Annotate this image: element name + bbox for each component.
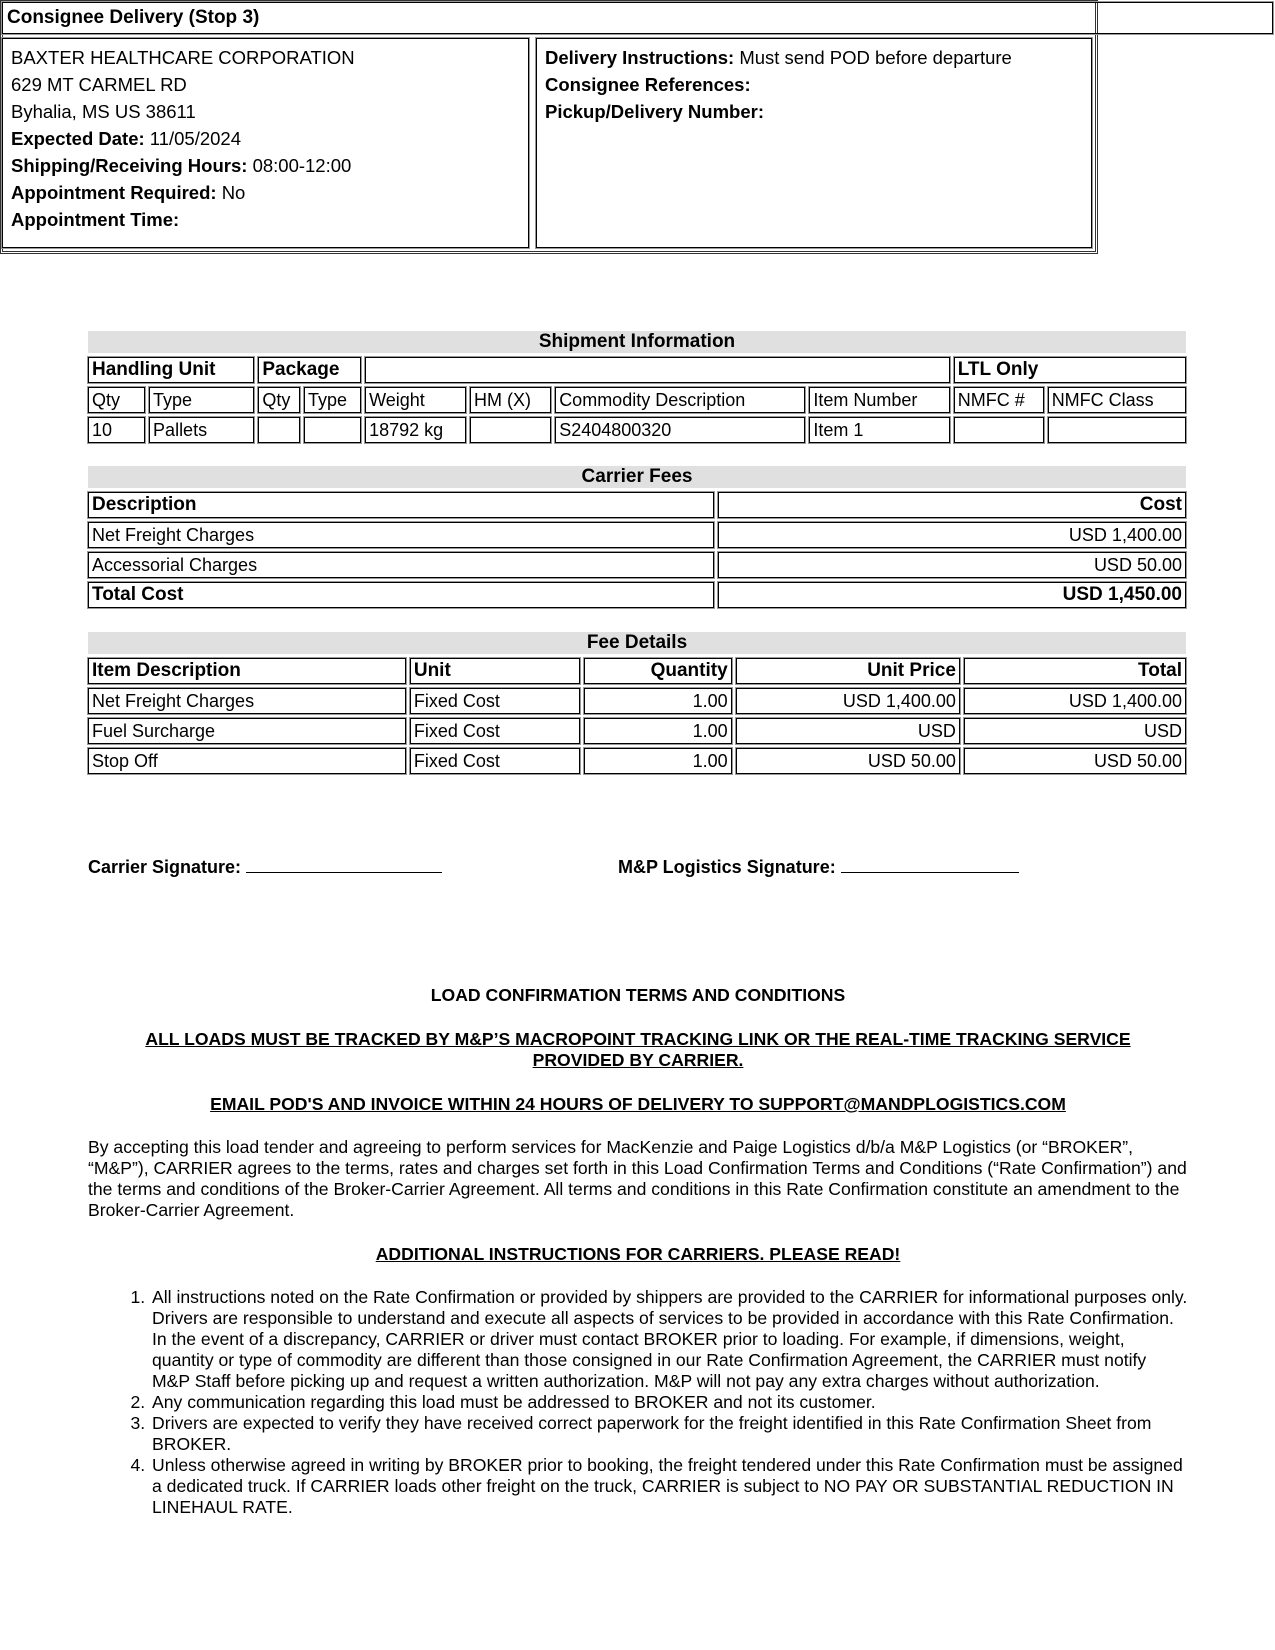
item-description: Net Freight Charges bbox=[88, 688, 406, 714]
item-unit: Fixed Cost bbox=[410, 718, 580, 744]
email-notice: EMAIL POD'S AND INVOICE WITHIN 24 HOURS OF DELIVERY TO SUPPORT@MANDPLOGISTICS.COM bbox=[210, 1094, 1066, 1114]
col-header: Qty bbox=[258, 387, 300, 413]
item-description: Stop Off bbox=[88, 748, 406, 774]
instruction-item: 2. Any communication regarding this load must be addressed to BROKER and not its customer. bbox=[150, 1392, 1188, 1413]
fee-details-banner: Fee Details bbox=[88, 632, 1186, 654]
table-row bbox=[88, 718, 1186, 744]
consignee-title: Consignee Delivery (Stop 3) bbox=[2, 2, 1273, 34]
terms-title: LOAD CONFIRMATION TERMS AND CONDITIONS bbox=[430, 985, 846, 1005]
col-header: Type bbox=[149, 387, 254, 413]
col-header: Quantity bbox=[584, 658, 732, 684]
consignee-section bbox=[0, 0, 1098, 254]
shipment-group-spacer bbox=[365, 357, 950, 383]
item-unit-price: USD bbox=[736, 718, 960, 744]
table-row bbox=[88, 688, 1186, 714]
col-header: Unit Price bbox=[736, 658, 960, 684]
ltl-only-group: LTL Only bbox=[954, 357, 1186, 383]
carrier-signature-label: Carrier Signature: bbox=[88, 857, 242, 877]
col-header: Qty bbox=[88, 387, 145, 413]
col-header: Item Description bbox=[88, 658, 406, 684]
item-unit: Fixed Cost bbox=[410, 748, 580, 774]
cell-nmfc-class bbox=[1048, 417, 1186, 443]
instruction-item: 4. Unless otherwise agreed in writing by BROKER prior to booking, the freight tendered under this Rate Confirmation must be assigned a dedicated truck. If CARRIER loads other freight on the truck, CARRIER is subject to NO PAY OR SUBSTANTIAL REDUCTION IN LINEHAUL RATE. bbox=[150, 1455, 1188, 1518]
col-header: Item Number bbox=[809, 387, 949, 413]
appointment-required-label: Appointment Required: bbox=[11, 182, 217, 203]
appointment-time-label: Appointment Time: bbox=[11, 209, 180, 230]
item-unit-price: USD 50.00 bbox=[736, 748, 960, 774]
table-row bbox=[88, 417, 1186, 443]
fee-description: Net Freight Charges bbox=[88, 522, 714, 548]
col-header: Total bbox=[964, 658, 1186, 684]
instruction-item: 1. All instructions noted on the Rate Confirmation or provided by shippers are provided to the CARRIER for informational purposes only. Drivers are responsible to understand and execute all aspects of services to be provided in accordance with this Rate Confirmation. In the event of a discrepancy, CARRIER or driver must contact BROKER prior to loading. For example, if dimensions, weight, quantity or type of commodity are different than those consigned in our Rate Confirmation Agreement, the CARRIER must notify M&P Staff before picking up and request a written authorization. M&P will not pay any extra charges without authorization. bbox=[150, 1287, 1188, 1392]
col-header: NMFC # bbox=[954, 387, 1044, 413]
col-header: Type bbox=[304, 387, 361, 413]
item-quantity: 1.00 bbox=[584, 718, 732, 744]
shipping-hours-label: Shipping/Receiving Hours: bbox=[11, 155, 248, 176]
fee-cost: USD 1,400.00 bbox=[718, 522, 1186, 548]
item-total: USD 1,400.00 bbox=[964, 688, 1186, 714]
item-total: USD 50.00 bbox=[964, 748, 1186, 774]
col-header: Unit bbox=[410, 658, 580, 684]
consignee-name: BAXTER HEALTHCARE CORPORATION bbox=[11, 47, 355, 68]
expected-date-label: Expected Date: bbox=[11, 128, 145, 149]
consignee-references-label: Consignee References: bbox=[545, 74, 751, 95]
cell-hu-type: Pallets bbox=[149, 417, 254, 443]
carrier-signature bbox=[88, 854, 442, 878]
consignee-address1: 629 MT CARMEL RD bbox=[11, 74, 187, 95]
fee-details-table bbox=[84, 654, 1190, 778]
appointment-required bbox=[11, 182, 245, 204]
col-header: NMFC Class bbox=[1048, 387, 1186, 413]
shipment-header-row bbox=[88, 387, 1186, 413]
carrier-fees-banner: Carrier Fees bbox=[88, 466, 1186, 488]
cell-commodity: S2404800320 bbox=[555, 417, 805, 443]
mp-signature-label: M&P Logistics Signature: bbox=[618, 857, 836, 877]
item-total: USD bbox=[964, 718, 1186, 744]
tracking-notice: ALL LOADS MUST BE TRACKED BY M&P’S MACROPOINT TRACKING LINK OR THE REAL-TIME TRACKING SERVICE PROVIDED BY CARRIER. bbox=[145, 1029, 1131, 1070]
item-unit: Fixed Cost bbox=[410, 688, 580, 714]
shipment-banner: Shipment Information bbox=[88, 331, 1186, 353]
fee-details-header-row bbox=[88, 658, 1186, 684]
col-header: Weight bbox=[365, 387, 466, 413]
additional-instructions-heading: ADDITIONAL INSTRUCTIONS FOR CARRIERS. PLEASE READ! bbox=[375, 1244, 901, 1264]
fee-cost: USD 50.00 bbox=[718, 552, 1186, 578]
expected-date-value: 11/05/2024 bbox=[149, 128, 242, 149]
appointment-required-value: No bbox=[221, 182, 246, 203]
fees-header-description: Description bbox=[88, 492, 714, 518]
total-cost-label: Total Cost bbox=[88, 582, 714, 608]
shipment-table bbox=[84, 353, 1190, 447]
cell-hu-qty: 10 bbox=[88, 417, 145, 443]
shipping-hours bbox=[11, 155, 351, 177]
cell-pkg-qty bbox=[258, 417, 300, 443]
expected-date bbox=[11, 128, 241, 150]
consignee-address2: Byhalia, MS US 38611 bbox=[11, 101, 196, 122]
instruction-item: 3. Drivers are expected to verify they have received correct paperwork for the freight identified in this Rate Confirmation Sheet from BROKER. bbox=[150, 1413, 1188, 1455]
fees-header-cost: Cost bbox=[718, 492, 1186, 518]
consignee-instructions-panel bbox=[536, 38, 1092, 248]
col-header: HM (X) bbox=[470, 387, 551, 413]
table-row bbox=[88, 552, 1186, 578]
shipping-hours-value: 08:00-12:00 bbox=[252, 155, 352, 176]
terms-intro: By accepting this load tender and agreeing to perform services for MacKenzie and Paige Logistics d/b/a M&P Logistics (or “BROKER”, “M&P”), CARRIER agrees to the terms, rates and charges set forth in this Load Confirmation Terms and Conditions (“Rate Confirmation”) and the terms and conditions of the Broker-Carrier Agreement. All terms and conditions in this Rate Confirmation constitute an amendment to the Broker-Carrier Agreement. bbox=[88, 1137, 1187, 1220]
pickup-delivery-number-label: Pickup/Delivery Number: bbox=[545, 101, 764, 122]
cell-weight: 18792 kg bbox=[365, 417, 466, 443]
item-quantity: 1.00 bbox=[584, 748, 732, 774]
cell-hm bbox=[470, 417, 551, 443]
total-cost-value: USD 1,450.00 bbox=[718, 582, 1186, 608]
item-description: Fuel Surcharge bbox=[88, 718, 406, 744]
handling-unit-group: Handling Unit bbox=[88, 357, 254, 383]
carrier-fees-table bbox=[84, 488, 1190, 612]
cell-pkg-type bbox=[304, 417, 361, 443]
carrier-signature-line[interactable] bbox=[246, 854, 442, 873]
cell-nmfc bbox=[954, 417, 1044, 443]
fee-description: Accessorial Charges bbox=[88, 552, 714, 578]
package-group: Package bbox=[258, 357, 361, 383]
table-row bbox=[88, 748, 1186, 774]
consignee-address-panel bbox=[2, 38, 529, 248]
cell-item-number: Item 1 bbox=[809, 417, 949, 443]
delivery-instructions-value: Must send POD before departure bbox=[739, 47, 1012, 68]
delivery-instructions bbox=[545, 47, 1012, 69]
mp-signature bbox=[618, 854, 1019, 878]
total-row bbox=[88, 582, 1186, 608]
item-quantity: 1.00 bbox=[584, 688, 732, 714]
col-header: Commodity Description bbox=[555, 387, 805, 413]
delivery-instructions-label: Delivery Instructions: bbox=[545, 47, 735, 68]
instructions-list bbox=[88, 1287, 1188, 1518]
mp-signature-line[interactable] bbox=[841, 854, 1019, 873]
table-row bbox=[88, 522, 1186, 548]
item-unit-price: USD 1,400.00 bbox=[736, 688, 960, 714]
